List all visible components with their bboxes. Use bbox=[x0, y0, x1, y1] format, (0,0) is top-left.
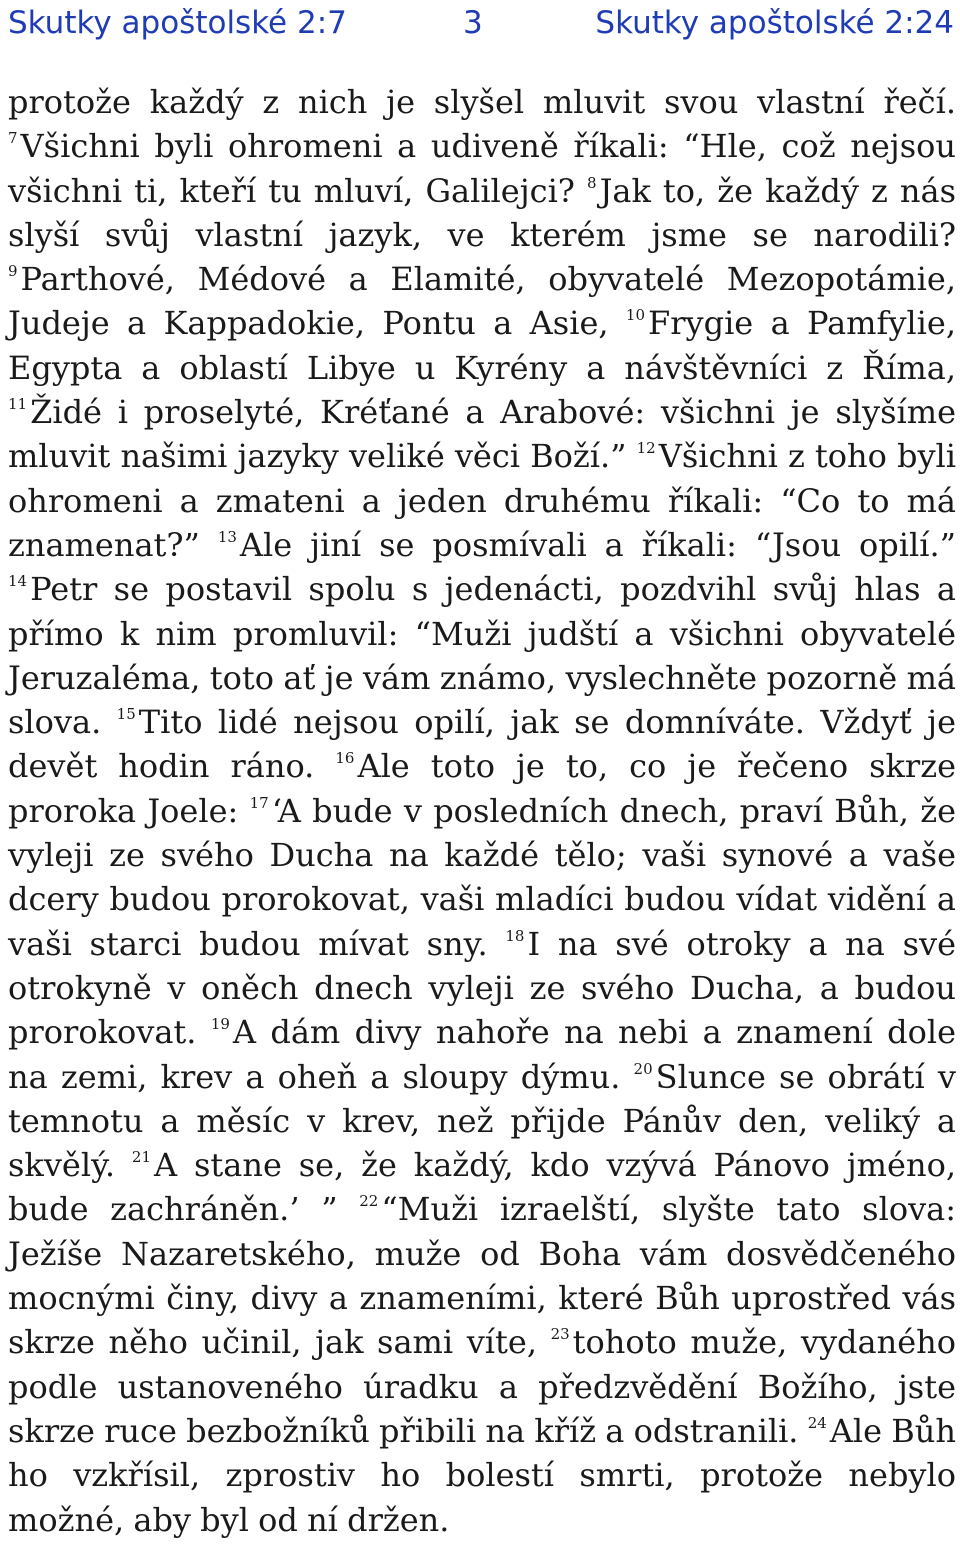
verse-text: I na své otroky a na své otrokyně v oněch dnech vyleji ze svého Ducha, a budou prorokovat. bbox=[8, 924, 956, 1052]
verse-number: 17 bbox=[249, 793, 269, 812]
verse-text: Parthové, Médové a Elamité, obyvatelé Mezopotámie, Judeje a Kappadokie, Pontu a Asie, bbox=[8, 260, 956, 343]
verse-text: Židé i proselyté, Kréťané a Arabové: všichni je slyšíme mluvit našimi jazyky veliké věci Boží.” bbox=[8, 393, 956, 476]
verse-number: 18 bbox=[505, 926, 525, 945]
verse-text: Slunce se obrátí v temnotu a měsíc v krev, než přijde Pánův den, veliký a skvělý. bbox=[8, 1057, 956, 1185]
page-number: 3 bbox=[463, 5, 483, 41]
verse-number: 9 bbox=[8, 262, 18, 281]
verse-text: “Muži izraelští, slyšte tato slova: Ježíše Nazaretského, muže od Boha vám dosvědčeného mocnými činy, divy a znameními, které Bůh uprostřed vás skrze něho učinil, jak sami víte, bbox=[8, 1190, 957, 1362]
verse-text: tohoto muže, vydaného podle ustanoveného úradku a předzvědění Božího, jste skrze ruce bezbožníků přibili na kříž a odstranili. bbox=[8, 1323, 956, 1450]
verse-number: 22 bbox=[359, 1192, 379, 1211]
verse-text: protože každý z nich je slyšel mluvit svou vlastní řečí. bbox=[8, 83, 956, 121]
verse-text: A stane se, že každý, kdo vzývá Pánovo jméno, bude zachráněn.’ ” bbox=[8, 1146, 956, 1229]
verse-number: 24 bbox=[807, 1413, 827, 1432]
verse-text: A dám divy nahoře na nebi a znamení dole na zemi, krev a oheň a sloupy dýmu. bbox=[8, 1013, 957, 1096]
verse-text: Frygie a Pamfylie, Egypta a oblastí Libye u Kyrény a návštěvníci z Říma, bbox=[8, 304, 957, 387]
verse-number: 14 bbox=[8, 572, 28, 591]
verse-number: 12 bbox=[636, 439, 656, 458]
verse-number: 20 bbox=[633, 1059, 653, 1078]
running-head bbox=[0, 0, 960, 46]
verse-number: 13 bbox=[217, 527, 237, 546]
verse-text: ‘A bude v posledních dnech, praví Bůh, že vyleji ze svého Ducha na každé tělo; vaši synové a vaše dcery budou prorokovat, vaši mladíci budou vídat vidění a vaši starci budou mívat sny. bbox=[8, 791, 957, 963]
header-left-reference: Skutky apoštolské 2:7 bbox=[8, 5, 347, 41]
verse-number: 8 bbox=[587, 173, 597, 192]
verse-number: 21 bbox=[131, 1148, 152, 1167]
verse-number: 15 bbox=[116, 705, 136, 724]
scripture-text bbox=[8, 80, 956, 1542]
verse-number: 23 bbox=[550, 1325, 570, 1344]
verse-text: Ale toto je to, co je řečeno skrze proroka Joele: bbox=[8, 747, 957, 830]
verse-text: Ale Bůh ho vzkřísil, zprostiv ho bolestí smrti, protože nebylo možné, aby byl od ní držen. bbox=[8, 1411, 957, 1539]
verse-number: 19 bbox=[210, 1015, 230, 1034]
verse-number: 11 bbox=[8, 395, 28, 414]
verse-number: 16 bbox=[335, 749, 355, 768]
verse-number: 7 bbox=[8, 129, 18, 148]
verse-text: Tito lidé nejsou opilí, jak se domníváte. Vždyť je devět hodin ráno. bbox=[8, 703, 957, 786]
verse-text: Ale jiní se posmívali a říkali: “Jsou opilí.” bbox=[239, 525, 957, 564]
verse-text: Všichni byli ohromeni a udiveně říkali: “Hle, což nejsou všichni ti, kteří tu mluví, Galilejci? bbox=[8, 127, 956, 210]
verse-text: Všichni z toho byli ohromeni a zmateni a jeden druhému říkali: “Co to má znamenat?” bbox=[8, 437, 957, 564]
header-right-reference: Skutky apoštolské 2:24 bbox=[595, 5, 954, 41]
verse-number: 10 bbox=[625, 306, 645, 325]
verse-text: Jak to, že každý z nás slyší svůj vlastní jazyk, ve kterém jsme se narodili? bbox=[8, 171, 957, 254]
verse-text: Petr se postavil spolu s jedenácti, pozdvihl svůj hlas a přímo k nim promluvil: “Muži judští a všichni obyvatelé Jeruzaléma, toto ať je vám známo, vyslechněte pozorně má slova. bbox=[8, 570, 956, 742]
